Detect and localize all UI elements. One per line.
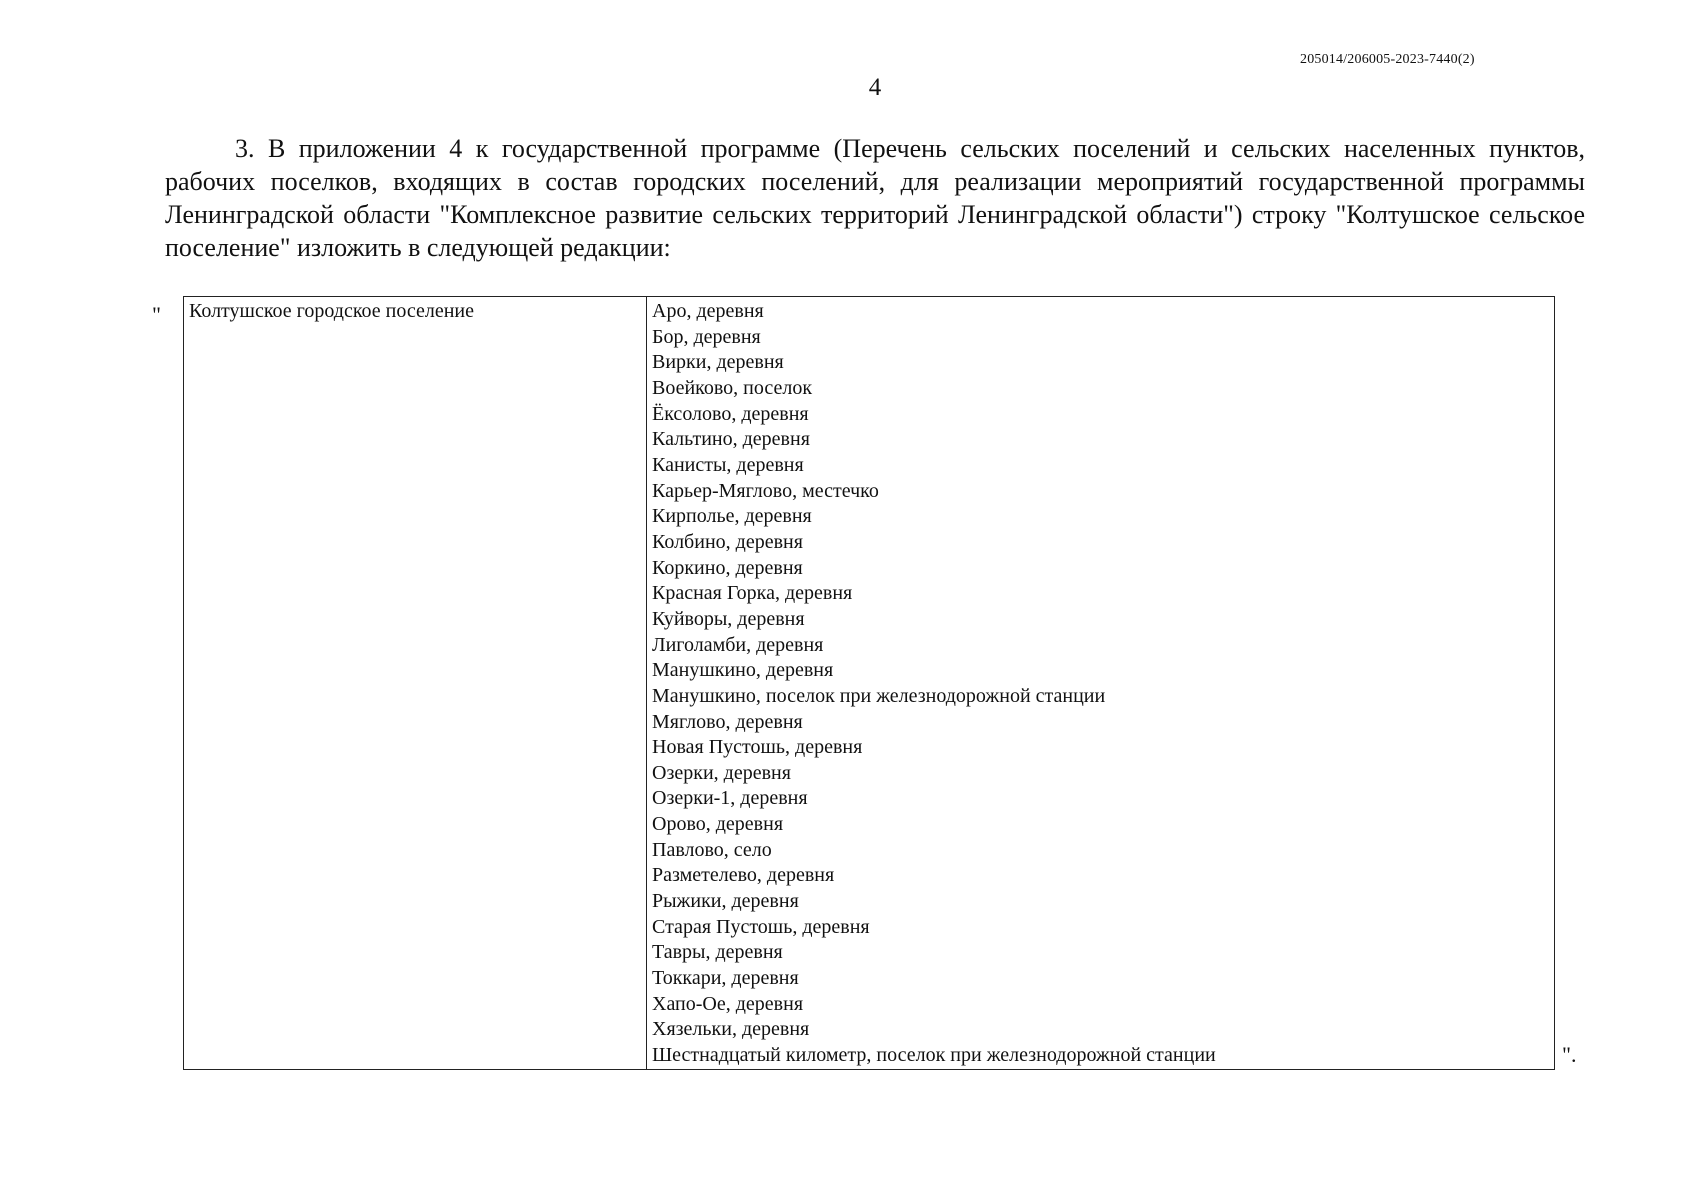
list-item: Орово, деревня (652, 813, 784, 836)
list-item: Карьер-Мяглово, местечко (652, 479, 879, 502)
settlement-name-cell (184, 297, 647, 1070)
settlement-name: Колтушское городское поселение (189, 300, 474, 322)
list-item: Вирки, деревня (652, 351, 784, 374)
list-item: Павлово, село (652, 838, 772, 861)
list-item: Озерки-1, деревня (652, 787, 808, 810)
list-item: Тавры, деревня (652, 941, 783, 964)
list-item: Бор, деревня (652, 325, 761, 348)
list-item: Аро, деревня (652, 300, 764, 322)
list-item: Мяглово, деревня (652, 710, 803, 733)
list-item: Красная Горка, деревня (652, 582, 853, 605)
document-code: 205014/206005-2023-7440(2) (1300, 52, 1475, 67)
list-item: Новая Пустошь, деревня (652, 736, 863, 759)
list-item: Коркино, деревня (652, 556, 803, 579)
closing-quote: ". (1562, 1042, 1577, 1067)
list-item: Колбино, деревня (652, 530, 803, 553)
settlement-table (183, 296, 1555, 1070)
list-item: Манушкино, деревня (652, 659, 834, 682)
list-item: Разметелево, деревня (652, 864, 835, 887)
list-item: Кирполье, деревня (652, 505, 812, 528)
page-number: 4 (868, 74, 882, 101)
list-item: Манушкино, поселок при железнодорожной станции (652, 684, 1106, 707)
list-item: Рыжики, деревня (652, 890, 799, 913)
table-row (184, 297, 1555, 1070)
list-item: Хапо-Ое, деревня (652, 992, 804, 1015)
amendment-paragraph: 3. В приложении 4 к государственной программе (Перечень сельских поселений и сельских населенных пунктов, рабочих поселков, входящих в состав городских поселений, для реализации мероприятий государственной программы Ленинградской области "Комплексное развитие сельских территорий Ленинградской области") строку "Колтушское сельское поселение" изложить в следующей редакции: (165, 134, 1585, 262)
list-item: Хязельки, деревня (652, 1018, 810, 1041)
list-item: Кальтино, деревня (652, 428, 810, 451)
list-item: Шестнадцатый километр, поселок при железнодорожной станции (652, 1044, 1216, 1067)
list-item: Воейково, поселок (652, 376, 813, 399)
list-item: Ёксолово, деревня (652, 402, 809, 425)
list-item: Токкари, деревня (652, 967, 799, 990)
list-item: Канисты, деревня (652, 453, 804, 476)
list-item: Старая Пустошь, деревня (652, 915, 870, 938)
opening-quote: " (152, 302, 161, 327)
list-item: Лиголамби, деревня (652, 633, 824, 656)
localities-cell (647, 297, 1555, 1070)
list-item: Куйворы, деревня (652, 607, 805, 630)
list-item: Озерки, деревня (652, 761, 791, 784)
